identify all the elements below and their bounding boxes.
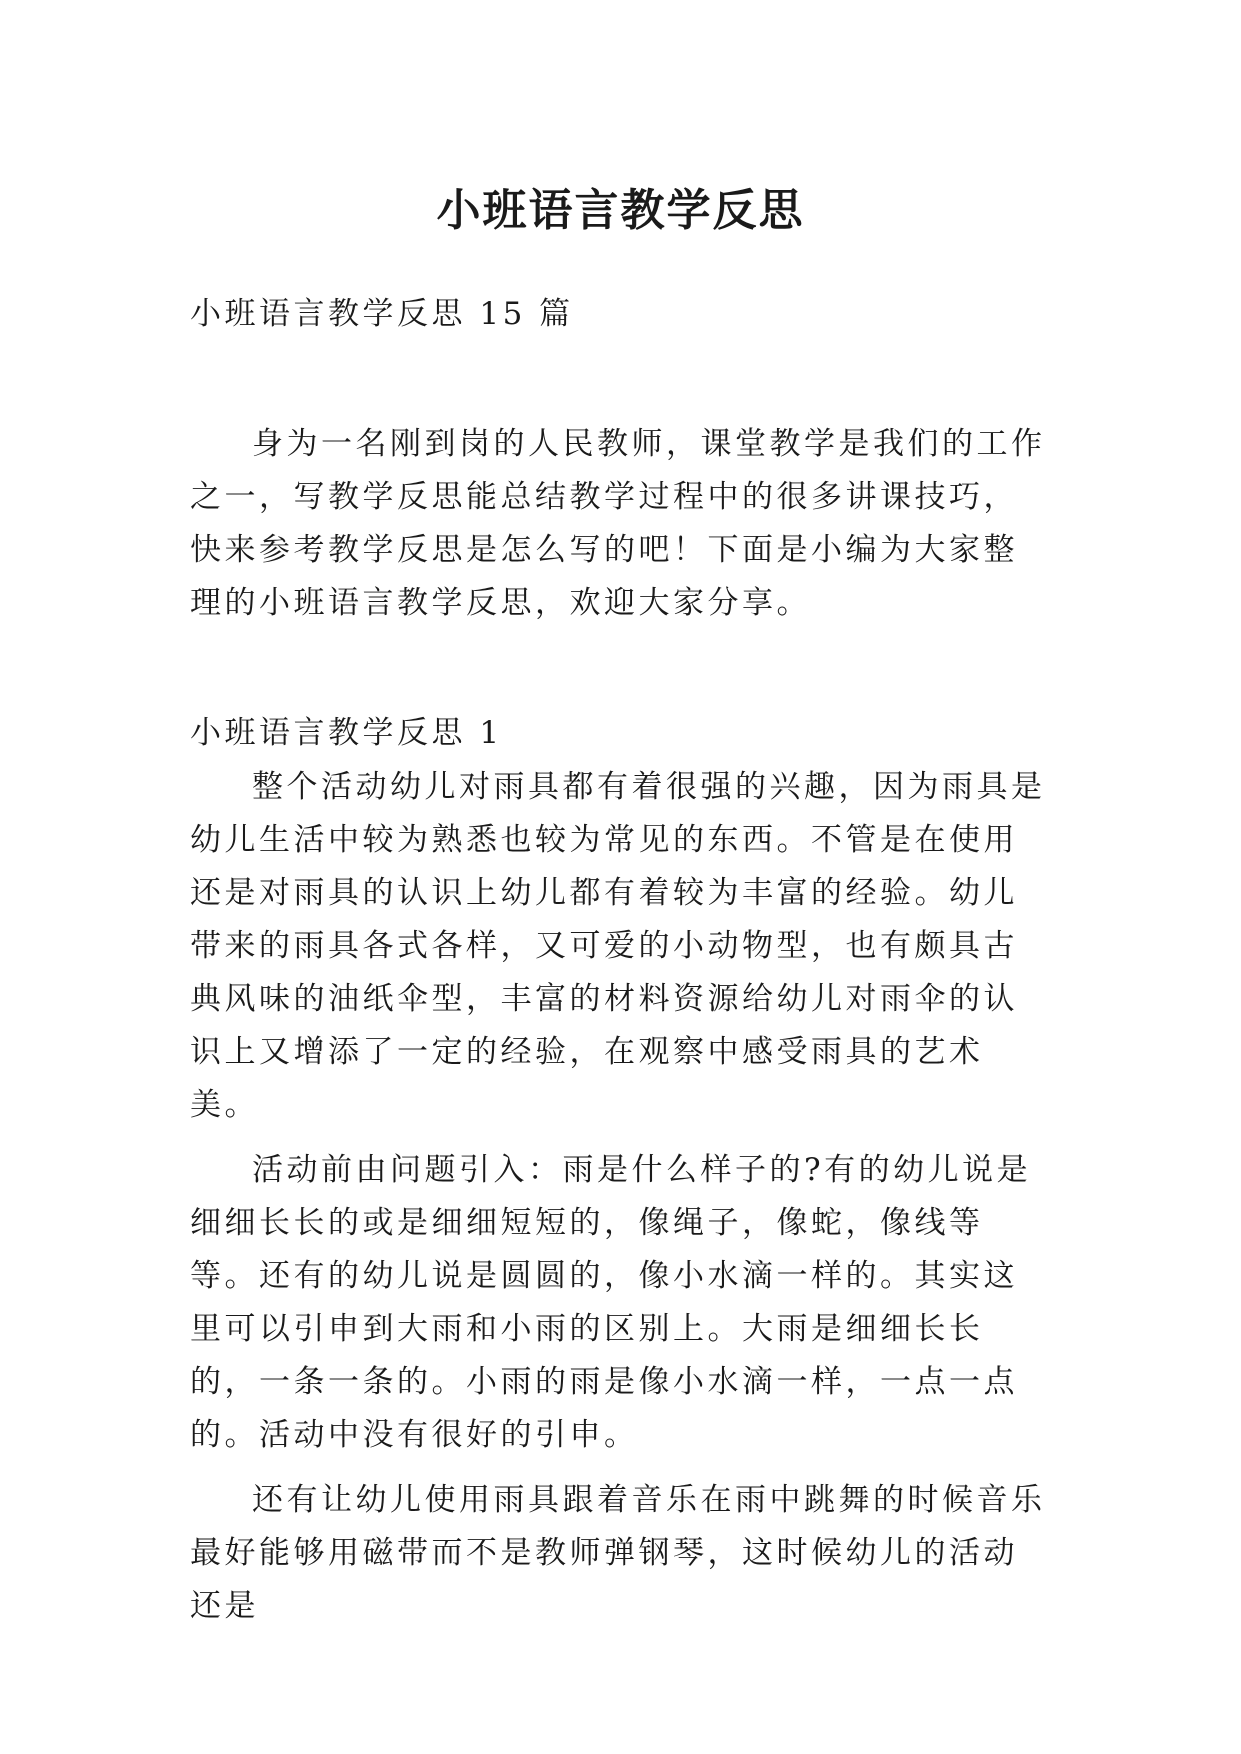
body-paragraph: 整个活动幼儿对雨具都有着很强的兴趣，因为雨具是幼儿生活中较为熟悉也较为常见的东西。不管是在使用还是对雨具的认识上幼儿都有着较为丰富的经验。幼儿带来的雨具各式各样，又可爱的小动物型，也有颇具古典风味的油纸伞型，丰富的材料资源给幼儿对雨伞的认识上又增添了一定的经验，在观察中感受雨具的艺术美。 [190, 769, 1046, 1123]
body-paragraph: 还有让幼儿使用雨具跟着音乐在雨中跳舞的时候音乐最好能够用磁带而不是教师弹钢琴，这时候幼儿的活动还是 [190, 1482, 1046, 1624]
document-title: 小班语言教学反思 [436, 185, 805, 237]
section-1 [190, 707, 1052, 1633]
intro-paragraph: 身为一名刚到岗的人民教师，课堂教学是我们的工作之一，写教学反思能总结教学过程中的很多讲课技巧，快来参考教学反思是怎么写的吧！下面是小编为大家整理的小班语言教学反思，欢迎大家分享。 [190, 426, 1046, 621]
section-heading: 小班语言教学反思 1 [190, 715, 503, 751]
body-paragraph: 活动前由问题引入：雨是什么样子的?有的幼儿说是细细长长的或是细细短短的，像绳子，像蛇，像线等等。还有的幼儿说是圆圆的，像小水滴一样的。其实这里可以引申到大雨和小雨的区别上。大雨是细细长长的，一条一条的。小雨的雨是像小水滴一样，一点一点的。活动中没有很好的引申。 [190, 1152, 1032, 1453]
document-body [190, 288, 1052, 1633]
document-subtitle: 小班语言教学反思 15 篇 [190, 296, 574, 332]
